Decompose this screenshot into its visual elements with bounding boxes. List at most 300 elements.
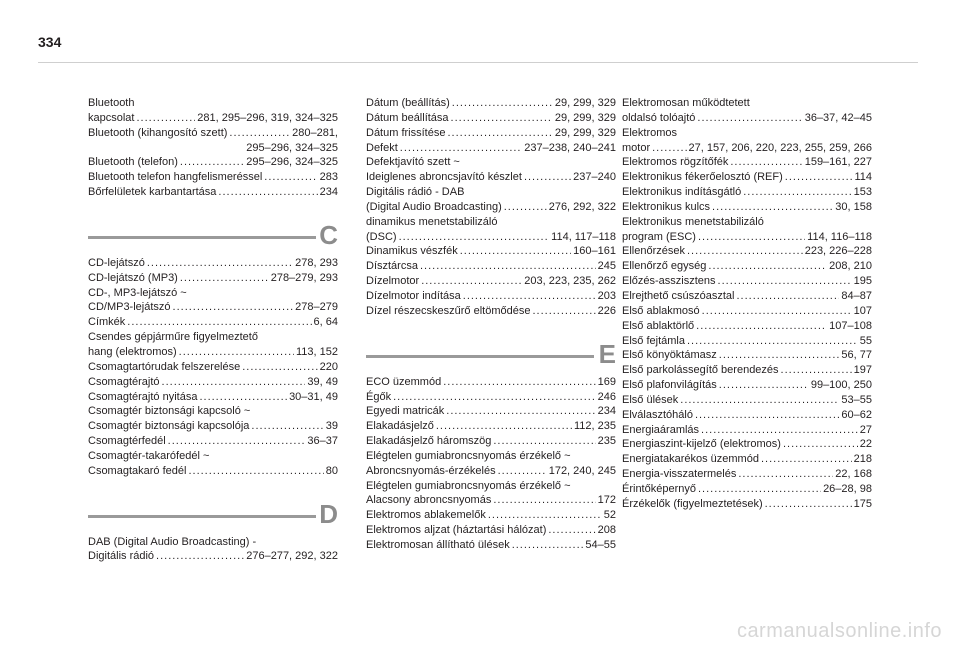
entry-label-line: Csendes gépjárműre figyelmeztető [88,331,258,344]
index-entry [88,256,338,271]
section-header [88,498,338,529]
entry-line [622,378,872,393]
index-entry [366,479,616,509]
entry-line [88,185,338,200]
entry-line [88,419,338,434]
entry-label-line: CD-, MP3-lejátszó ~ [88,286,187,299]
entry-label: Csomagtakaró fedél [88,464,187,477]
entry-line [88,345,338,360]
entry-line [366,304,616,319]
index-entry [622,423,872,438]
entry-line [622,155,872,170]
page-reference: 114, 117–118 [551,230,616,243]
entry-line [88,126,338,141]
dot-leader [400,141,522,156]
entry-line [366,259,616,274]
section-header [88,219,338,250]
entry-line [622,274,872,289]
page-reference: 107 [853,304,872,317]
dot-leader [783,437,858,452]
entry-label-line: Elektromos [622,126,678,139]
dot-leader [698,482,821,497]
page-reference: 278–279, 293 [270,271,338,284]
entry-line [88,155,338,170]
index-entry [366,523,616,538]
entry-line [366,244,616,259]
entry-label: hang (elektromos) [88,345,177,358]
entry-label: Abroncsnyomás-érzékelés [366,464,496,477]
page-reference: 39 [325,420,338,433]
entry-line [366,111,616,126]
page-reference: 246 [597,390,616,403]
entry-line [622,393,872,408]
entry-label: Elektromosan állítható ülések [366,538,510,551]
dot-leader [460,244,571,259]
entry-line [622,348,872,363]
index-entry [622,259,872,274]
entry-line [366,126,616,141]
dot-leader [218,185,317,200]
entry-label: program (ESC) [622,230,696,243]
entry-label-line: Digitális rádió - DAB [366,186,465,199]
entry-line [622,304,872,319]
section-divider [88,515,316,518]
entry-label: Bluetooth telefon hangfelismeréssel [88,171,263,184]
dot-leader [451,111,553,126]
entry-label: Ideiglenes abroncsjavító készlet [366,171,522,184]
page-reference: 36–37, 42–45 [804,111,872,124]
dot-leader [173,300,294,315]
index-entry [622,200,872,215]
entry-label: Energiaáramlás [622,423,700,436]
page-reference: 36–37 [307,435,338,448]
page-reference: 283 [319,171,338,184]
dot-leader [199,390,287,405]
page-reference: 172, 240, 245 [548,464,616,477]
index-entry [622,319,872,334]
page-reference: 29, 299, 329 [554,97,616,109]
page-reference: 237–238, 240–241 [524,141,616,154]
entry-label: Elrejthető csúszóasztal [622,289,735,302]
index-entry [366,259,616,274]
index-entry [366,185,616,215]
page-reference: 172 [597,494,616,507]
index-entry [622,215,872,245]
dot-leader [680,393,839,408]
page-reference: 218 [853,453,872,466]
dot-leader [696,319,827,334]
entry-line [622,170,872,185]
entry-label: Digitális rádió [88,550,155,563]
page-reference: 60–62 [841,408,872,421]
dot-leader [687,244,803,259]
dot-leader [708,259,827,274]
dot-leader [652,141,686,156]
entry-line [366,230,616,245]
index-entry [622,437,872,452]
dot-leader [399,230,550,245]
dot-leader [393,390,596,405]
section-letter: D [319,498,338,529]
entry-label-line: Elektromosan működtetett [622,97,750,109]
entry-label: Dísztárcsa [366,260,418,273]
entry-label: Elektronikus indításgátló [622,186,742,199]
entry-label-line: Elégtelen gumiabroncsnyomás érzékelő ~ [366,449,571,462]
page-reference: 220 [319,360,338,373]
entry-line [366,274,616,289]
entry-label: Dízel részecskeszűrő eltömődése [366,304,531,317]
page-reference: 234 [319,186,338,199]
index-entry [622,274,872,289]
index-entry [366,434,616,449]
page-reference: 112, 235 [573,420,616,433]
dot-leader [702,304,852,319]
entry-label: Csomagtérfedél [88,435,166,448]
page-reference: 107–108 [829,319,872,332]
page-reference: 30, 158 [835,200,872,213]
dot-leader [446,404,595,419]
entry-line [366,390,616,405]
dot-leader [743,185,851,200]
entry-label-line: Elégtelen gumiabroncsnyomás érzékelő ~ [366,479,571,492]
entry-line [88,111,338,126]
dot-leader [147,256,293,271]
dot-leader [719,348,840,363]
entry-label: Ellenőrzések [622,245,685,258]
entry-line [366,508,616,523]
entry-line [622,363,872,378]
entry-line [622,482,872,497]
page-reference: 195 [853,275,872,288]
entry-label: CD-lejátszó [88,256,145,269]
entry-line [366,170,616,185]
page-number: 334 [38,34,62,50]
dot-leader [493,493,595,508]
index-entry [88,390,338,405]
dot-leader [712,200,833,215]
index-entry [88,185,338,200]
entry-label: Csomagtér biztonsági kapcsolója [88,420,250,433]
entry-line [622,408,872,423]
dot-leader [421,274,522,289]
entry-line [366,141,616,156]
page-reference: 27, 157, 206, 220, 223, 255, 259, 266 [688,141,872,154]
index-entry [88,155,338,170]
index-entry [366,274,616,289]
page-reference: 295–296, 324–325 [246,156,338,169]
header-rule [38,62,918,63]
dot-leader [785,170,853,185]
index-entry [366,390,616,405]
dot-leader [420,259,596,274]
page-reference: 26–28, 98 [823,482,872,495]
page-reference: 113, 152 [295,345,338,358]
index-entry [88,170,338,185]
entry-line [366,538,616,553]
page-reference: 53–55 [841,393,872,406]
page-reference: 245 [597,260,616,273]
entry-line [366,493,616,508]
entry-label: Bluetooth (kihangosító szett) [88,126,228,139]
entry-label: Dátum beállítása [366,111,449,124]
dot-leader [242,360,317,375]
entry-line [622,141,872,156]
page-reference: 237–240 [573,171,616,184]
index-entry [366,375,616,390]
index-entry [88,434,338,449]
dot-leader [162,375,306,390]
entry-label: Elválasztóháló [622,408,693,421]
dot-leader [737,289,840,304]
dot-leader [180,155,244,170]
page-reference: 153 [853,186,872,199]
page-reference: 22, 168 [835,468,872,481]
page-reference: 54–55 [585,538,616,551]
dot-leader [761,452,852,467]
entry-label: Energiatakarékos üzemmód [622,453,759,466]
page-reference: 197 [853,364,872,377]
entry-line [88,360,338,375]
entry-label: Égők [366,390,392,403]
entry-line [622,230,872,245]
entry-label: Első fejtámla [622,334,685,347]
index-entry [622,378,872,393]
index-entry [622,244,872,259]
entry-label: Dízelmotor indítása [366,289,461,302]
page-reference: 29, 299, 329 [554,111,616,124]
entry-label: Dátum (beállítás) [366,97,450,109]
page-reference: 55 [859,334,872,347]
entry-line [622,334,872,349]
entry-line [88,549,338,564]
index-entry [622,170,872,185]
index-entry [366,126,616,141]
entry-label: Energia-visszatermelés [622,468,737,481]
index-entry [622,334,872,349]
entry-label: Elektronikus fékerőelosztó (REF) [622,171,783,184]
index-entry [88,449,338,479]
section-header [366,338,616,369]
index-entry [366,538,616,553]
entry-line [622,467,872,482]
index-entry [622,304,872,319]
page-reference: 114 [854,171,872,184]
entry-label: Elektromos ablakemelők [366,509,486,522]
dot-leader [463,289,596,304]
dot-leader [229,126,290,141]
entry-label: Első ülések [622,393,679,406]
entry-label: Elektronikus kulcs [622,200,711,213]
index-entry [366,419,616,434]
dot-leader [136,111,195,126]
index-entry [88,126,338,156]
entry-line [88,434,338,449]
entry-label: Csomagtérajtó [88,375,160,388]
dot-leader [719,378,809,393]
entry-line [88,315,338,330]
entry-line [366,404,616,419]
dot-leader [504,200,547,215]
index-entry [366,304,616,319]
entry-label: Alacsony abroncsnyomás [366,494,492,507]
index-entry [88,315,338,330]
page-reference: 208, 210 [829,260,872,273]
section-letter: E [598,338,616,369]
page-reference: 276–277, 292, 322 [246,550,338,563]
index-entry [622,408,872,423]
dot-leader [168,434,306,449]
index-entry [366,404,616,419]
page-reference: 208 [597,524,616,537]
page-reference: 276, 292, 322 [548,200,616,213]
entry-line [366,96,616,111]
dot-leader [718,274,852,289]
entry-label: Dátum frissítése [366,126,446,139]
entry-line [622,437,872,452]
entry-line [622,497,872,512]
index-entry [622,452,872,467]
entry-label-line: Defektjavító szett ~ [366,156,460,169]
page-reference: 99–100, 250 [810,379,872,392]
entry-label: Defekt [366,141,398,154]
dot-leader [127,315,311,330]
index-entry [88,375,338,390]
page-reference: 175 [853,497,872,510]
entry-line [88,256,338,271]
section-letter: C [319,219,338,250]
index-entry [88,96,338,126]
index-entry [366,215,616,245]
page-reference: 203, 223, 235, 262 [524,275,616,288]
entry-label: kapcsolat [88,111,135,124]
entry-line [366,523,616,538]
entry-line [366,419,616,434]
page-reference: 235 [597,435,616,448]
index-entry [366,96,616,111]
page-reference: 22 [859,438,872,451]
entry-label: Egyedi matricák [366,405,445,418]
entry-line [88,464,338,479]
entry-label: (Digital Audio Broadcasting) [366,200,502,213]
dot-leader [447,126,552,141]
index-entry [366,155,616,185]
dot-leader [524,170,571,185]
entry-line [622,185,872,200]
entry-label: Dízelmotor [366,275,420,288]
dot-leader [436,419,572,434]
section-divider [366,355,594,358]
page-reference: 169 [597,375,616,388]
index-entry [622,185,872,200]
index-entry [622,155,872,170]
index-entry [622,497,872,512]
entry-line [622,423,872,438]
dot-leader [179,345,294,360]
dot-leader [532,304,595,319]
dot-leader [781,363,852,378]
dot-leader [156,549,244,564]
entry-label-line: Elektronikus menetstabilizáló [622,215,764,228]
dot-leader [452,96,553,111]
entry-line [622,259,872,274]
entry-label-line: Csomagtér biztonsági kapcsoló ~ [88,405,251,418]
entry-label: Első parkolássegítő berendezés [622,364,779,377]
page-reference: 159–161, 227 [804,156,872,169]
entry-label: CD/MP3-lejátszó [88,301,171,314]
page-reference: 234 [597,405,616,418]
index-entry [622,363,872,378]
entry-line [366,289,616,304]
page-reference: 278–279 [295,301,338,314]
entry-label: Bluetooth (telefon) [88,156,178,169]
page-reference: 160–161 [573,245,616,258]
entry-label: (DSC) [366,230,397,243]
page-reference: 80 [325,464,338,477]
entry-label: Első plafonvilágítás [622,379,717,392]
dot-leader [512,538,584,553]
dot-leader [738,467,833,482]
index-column-1 [88,96,338,564]
dot-leader [264,170,317,185]
entry-label-line: dinamikus menetstabilizáló [366,215,498,228]
entry-line [366,200,616,215]
page-reference: 56, 77 [841,349,872,362]
index-entry [622,467,872,482]
dot-leader [695,408,839,423]
page-reference: 203 [597,289,616,302]
index-entry [622,482,872,497]
entry-label: Elektromos aljzat (háztartási hálózat) [366,524,547,537]
entry-line [88,170,338,185]
page-reference: 278, 293 [295,256,338,269]
page-reference: 226 [597,304,616,317]
index-entry [366,141,616,156]
dot-leader [701,423,858,438]
entry-line [622,289,872,304]
index-column-2 [366,96,616,553]
dot-leader [251,419,323,434]
entry-label: Csomagtérajtó nyitása [88,390,198,403]
index-entry [88,271,338,286]
dot-leader [180,271,269,286]
entry-line [88,300,338,315]
entry-line [88,375,338,390]
entry-label: Bőrfelületek karbantartása [88,186,217,199]
page-reference: 39, 49 [307,375,338,388]
entry-line [622,200,872,215]
watermark: carmanualsonline.info [736,620,942,642]
dot-leader [188,464,323,479]
page-reference: 30–31, 49 [289,390,338,403]
entry-line [366,434,616,449]
entry-label: Első ablakmosó [622,304,700,317]
entry-label: Érintőképernyő [622,482,696,495]
index-entry [622,96,872,126]
index-entry [88,404,338,434]
entry-label: Első ablaktörlő [622,319,695,332]
index-entry [366,244,616,259]
entry-label: Címkék [88,316,126,329]
entry-label-line: Bluetooth [88,97,135,109]
dot-leader [493,434,595,449]
index-entry [88,286,338,316]
entry-label: oldalsó tolóajtó [622,111,696,124]
entry-line [622,244,872,259]
index-entry [88,535,338,565]
dot-leader [698,230,805,245]
entry-line [622,319,872,334]
index-entry [622,289,872,304]
